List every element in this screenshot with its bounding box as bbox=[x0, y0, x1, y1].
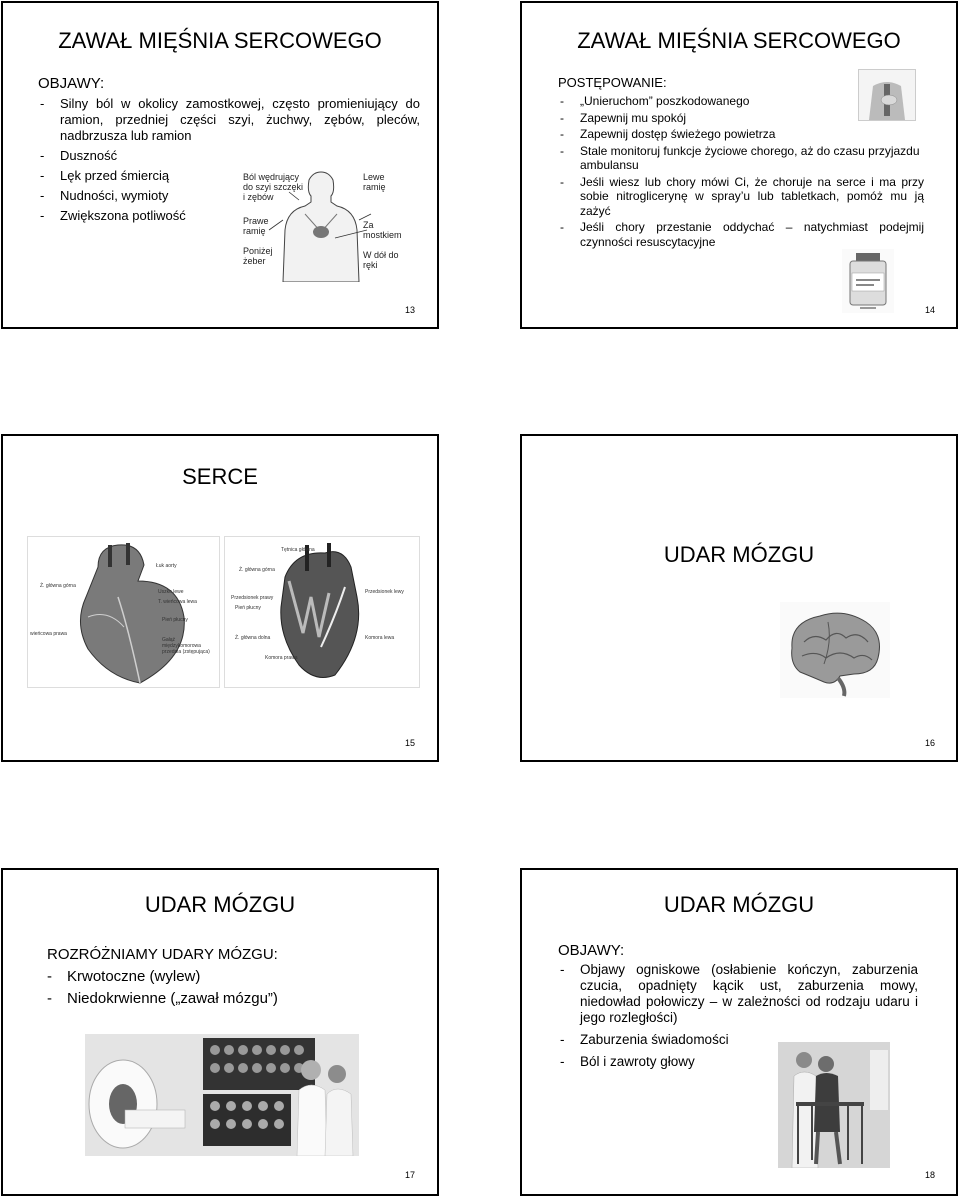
rehabilitation-walker-photo bbox=[778, 1042, 890, 1168]
list-item: - Objawy ogniskowe (osłabienie kończyn, zaburzenia czucia, opadnięty kącik ust, zaburzenia mowy, niedowład połowiczy – w zależności od rodzaju udaru i jego rozległości) bbox=[560, 962, 918, 1026]
slide-title: UDAR MÓZGU bbox=[663, 892, 815, 917]
slide-heading: OBJAWY: bbox=[558, 942, 625, 959]
slide-title: SERCE bbox=[182, 464, 258, 489]
label-left-coronary: T. wieńcowa lewa bbox=[158, 599, 197, 605]
list-item: - Zapewnij mu spokój bbox=[560, 111, 924, 126]
label-anterior-descending: Gałąź międzykomorowa przednia (zstępująca) bbox=[162, 637, 210, 655]
label-left-arm: Lewe ramię bbox=[363, 172, 386, 192]
label-pulmonary-trunk: Pień płucny bbox=[162, 617, 188, 623]
list-item: - Jeśli wiesz lub chory mówi Ci, że choruje na serce i ma przy sobie nitroglicerynę w spray’u lub tabletkach, pomóż mu ją zażyć bbox=[560, 175, 924, 219]
label-left-auricle: Uszko lewe bbox=[158, 589, 184, 595]
slide-title: UDAR MÓZGU bbox=[663, 542, 815, 567]
list-item: - Silny ból w okolicy zamostkowej, często promieniujący do ramion, przedniej części szyi, żuchwy, zębów, pleców, nadbrzusza lub ramion bbox=[40, 96, 420, 144]
slide-number: 13 bbox=[405, 305, 416, 315]
pain-diagram bbox=[239, 170, 403, 282]
slide-number: 15 bbox=[405, 738, 416, 748]
list-item: - Zapewnij dostęp świeżego powietrza bbox=[560, 127, 924, 142]
list-item: - Ból i zawroty głowy bbox=[560, 1054, 918, 1070]
list-item: - Zaburzenia świadomości bbox=[560, 1032, 918, 1048]
label-down-to-hand: W dół do ręki bbox=[363, 250, 399, 270]
slide-17 bbox=[1, 868, 439, 1196]
label-pulmonary-trunk-2: Pień płucny bbox=[235, 605, 261, 611]
label-right-atrium: Przedsionek prawy bbox=[231, 595, 274, 601]
list-item: - Lęk przed śmiercią bbox=[40, 168, 420, 184]
slide-title: ZAWAŁ MIĘŚNIA SERCOWEGO bbox=[577, 28, 901, 53]
nitroglycerin-bottle-photo bbox=[842, 249, 894, 313]
slide-14 bbox=[520, 1, 958, 329]
brain-illustration bbox=[780, 602, 890, 698]
label-inf-vena-cava: Ż. główna dolna bbox=[235, 635, 271, 641]
heart-external-illustration bbox=[27, 536, 220, 688]
slide-16 bbox=[520, 434, 958, 762]
slide-number: 16 bbox=[925, 738, 936, 748]
label-aorta: Tętnica główna bbox=[281, 547, 315, 553]
slide-15 bbox=[1, 434, 439, 762]
label-behind-sternum: Za mostkiem bbox=[363, 220, 402, 240]
slide-heading: OBJAWY: bbox=[38, 75, 105, 92]
slide-number: 17 bbox=[405, 1170, 416, 1180]
label-right-arm: Prawe ramię bbox=[243, 216, 269, 236]
slide-heading: POSTĘPOWANIE: bbox=[558, 75, 667, 90]
label-right-ventricle: Komora prawa bbox=[265, 655, 298, 661]
heart-section-illustration bbox=[224, 536, 420, 688]
list-item: - Krwotoczne (wylew) bbox=[47, 966, 407, 988]
slide-13 bbox=[1, 1, 439, 329]
label-left-ventricle: Komora lewa bbox=[365, 635, 395, 641]
label-superior-vena-cava: Ż. główna górna bbox=[40, 583, 76, 589]
list-item: - Jeśli chory przestanie oddychać – natychmiast podejmij czynności resuscytacyjne bbox=[560, 220, 924, 249]
slide-title: ZAWAŁ MIĘŚNIA SERCOWEGO bbox=[58, 28, 382, 53]
list-item: - Nudności, wymioty bbox=[40, 188, 420, 204]
label-left-atrium: Przedsionek lewy bbox=[365, 589, 404, 595]
slide-number: 14 bbox=[925, 305, 936, 315]
label-sup-vena-cava-2: Ż. główna górna bbox=[239, 567, 275, 573]
hospital-ct-photo bbox=[85, 1034, 359, 1156]
list-item: - „Unieruchom” poszkodowanego bbox=[560, 94, 924, 109]
label-below-ribs: Poniżej żeber bbox=[243, 246, 273, 266]
slide-number: 18 bbox=[925, 1170, 936, 1180]
list-item: - Stale monitoruj funkcje życiowe chorego, aż do czasu przyjazdu ambulansu bbox=[560, 144, 924, 173]
slide-heading: ROZRÓŻNIAMY UDARY MÓZGU: bbox=[47, 946, 278, 963]
slide-18 bbox=[520, 868, 958, 1196]
stroke-types-list bbox=[47, 966, 407, 1010]
list-item: - Niedokrwienne („zawał mózgu”) bbox=[47, 988, 407, 1010]
label-aortic-arch: Łuk aorty bbox=[156, 563, 177, 569]
procedure-list bbox=[560, 94, 924, 249]
list-item: - Duszność bbox=[40, 148, 420, 164]
list-item: - Zwiększona potliwość bbox=[40, 208, 420, 224]
label-right-coronary: wieńcowa prawa bbox=[30, 631, 67, 637]
label-jaw-pain: Ból wędrujący do szyi szczęki i zębów bbox=[243, 172, 304, 202]
slide-title: UDAR MÓZGU bbox=[144, 892, 296, 917]
